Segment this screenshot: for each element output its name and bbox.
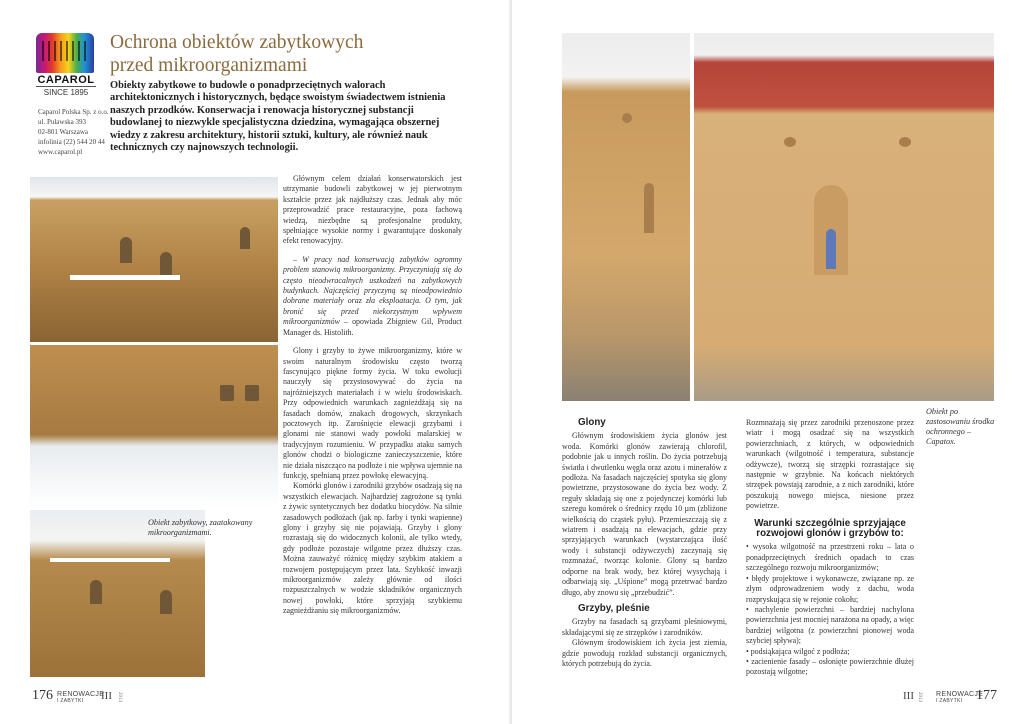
paragraph: Grzyby na fasadach są grzybami pleśniowymi, składającymi się ze strzępków i zarodników. [562,617,727,637]
quote-text: – W pracy nad konserwacją zabytków ogromny problem stanowią mikroorganizmy. Przyczyniają się do często nieodwracalnych uszkodzeń na zabytkowych budynkach. Najczęściej przyczyną są nieodpowiednio dobrane materiały oraz zła eksploatacja. O tym, jak bronić się przed niekorzystnym wpływem mikroorganizmów [283,254,462,327]
magazine-name: RENOWACJE [57,691,105,698]
issue-number-right: III [903,690,914,702]
company-contact [38,107,109,157]
list-item: • podsiąkająca wilgoć z podłoża; [746,646,850,656]
year-right: 2013 [917,692,922,702]
caparol-elephant-icon [36,33,94,73]
photo-wall-snow [30,345,278,508]
heading-conditions: Warunki szczególnie sprzyjające rozwojowi glonów i grzybów to: [754,517,906,540]
list-item: • zacienienie fasady – osłonięte powierzchnie dłużej pozostają wilgotne; [746,656,914,677]
photo-renovated-side [562,33,690,401]
article-column-1 [283,174,462,617]
caption-right: Obiekt po zastosowaniu środka ochronnego – Capatox. [926,407,995,446]
paragraph: Głównym środowiskiem ich życia jest ziemia, gdzie powodują rozkład substancji organicznych, których potrzebują do życia. [562,638,727,668]
year-left: 2013 [117,692,122,702]
article-column-3 [746,418,914,678]
paragraph: Rozmnażają się przez zarodniki przenoszone przez wiatr i mogą osadzać się na wszystkich powierzchniach, z których, w odpowiednich warunkach (wilgotność i temperatura, substancje odżywcze), tworzą się strzępki rozrastające się następnie w grzybnie. Na końcach niektórych strzępek powstają zarodnie, a z nich zarodniki, które poszukują nowego miejsca, niesione przez powietrze. [746,418,914,511]
company-website[interactable]: www.caparol.pl [38,148,83,156]
heading-glony: Glony [578,417,606,428]
magazine-sub: I ZABYTKI [936,698,963,704]
magazine-logo-left [57,691,104,705]
company-hotline: infolinia (22) 544 20 44 [38,138,105,146]
paragraph: Głównym środowiskiem życia glonów jest woda. Komórki glonów zawierają chlorofil, podobnie jak u innych roślin. Do życia potrzebują światła i dwutlenku węgla oraz azotu i minerałów z podłoża. Na fasadach najczęściej spotyka się glony powietrzne, przystosowane do życia bez wody. Z reguły składają się one z pojedynczej komórki lub szeregu komórek o średnicy rzędu 10 µm (zbliżone wielkością do cząstek pyłu). Przemieszczają się z wiatrem i osadzają na elewacjach, gdzie przy sprzyjających warunkach (wystarczająca ilość wody i substancji odżywczych) zaczynają się rozmnażać, tworząc kolonie. Glony są bardzo odporne na brak wody, bez której wysychają i odbarwiają się. „Uśpione” mogą przetrwać bardzo długo, aby znowu się „przebudzić”. [562,431,727,597]
article-title: Ochrona obiektów zabytkowych przed mikroorganizmami [110,32,364,76]
article-column-2 [562,418,727,669]
page-number-right: 177 [976,688,997,703]
list-item: • wysoka wilgotność na przestrzeni roku – lata o ponadprzeciętnych średnich opadach to czas szczególnego rozwoju mikroorganizmów; [746,542,914,573]
magazine-name: RENOWACJE [936,691,984,698]
company-city: 02-801 Warszawa [38,128,89,136]
issue-number-left: III [101,690,112,702]
company-street: ul. Puławska 393 [38,118,87,126]
heading-grzyby: Grzyby, pleśnie [578,602,650,614]
caparol-logo[interactable] [36,33,96,97]
magazine-sub: I ZABYTKI [57,698,84,704]
article-lead: Obiekty zabytkowe to budowle o ponadprzeciętnych walorach architektonicznych i historycznych, będące swoistym świadectwem istnienia naszych przodków. Konserwacja i renowacja historycznej substancji budowlanej to niezwykle specjalistyczna dziedzina, wymagająca obszernej wiedzy z zakresu architektury, historii sztuki, kultury, ale również nauk technicznych czy najnowszych technologii. [110,80,446,154]
list-item: • nachylenie powierzchni – bardziej nachylona powierzchnia jest mocniej narażona na opady, a więc bardziej wilgotna (z powierzchni pionowej woda szybciej spływa); [746,604,914,646]
page-number-left: 176 [32,688,53,703]
photo-renovated-facade [694,33,994,401]
photo-church-snow-top [30,177,278,342]
paragraph: Glony i grzyby to żywe mikroorganizmy, które w swoim naturalnym środowisku często tworzą fascynująco piękne formy życia. W toku ewolucji nauczyły się przystosowywać do życia na najróżniejszych materiałach i w wielu środowiskach. Przy odpowiednich warunkach zagnieżdżają się na fasadach domów, znakach drogowych, skrzynkach pocztowych itp. Zarośnięcie elewacji grzybami i glonami nie stanowi wady powłoki malarskiej w tradycyjnym rozumieniu. W przypadku ataku samych glonów chodzi o biologiczne zanieczyszczenie, które nie działa niszcząco na podłoże i nie wpływa ujemnie na funkcję, spełnianą przez powłokę elewacyjną. [283,346,462,480]
list-item: • błędy projektowe i wykonawcze, związane np. ze złym odprowadzeniem wody z dachu, woda rozpryskująca się w rejonie cokołu; [746,573,914,604]
brand-name: CAPAROL [37,74,95,86]
caption-left: Obiekt zabytkowy, zaatakowany mikroorganizmami. [148,518,253,537]
paragraph: Komórki glonów i zarodniki grzybów osadzają się na wszystkich elewacjach. Najbardziej zagrożone są tynki z żywic syntetycznych bez dodatku biocydów. Na silnie zasadowych podłożach (jak np. farby i tynki wapienne) glony i grzyby się nie pojawiają. Grzyby i glony rozrastają się do widocznych kolonii, ale tylko wtedy, gdy podłoże pozostaje wilgotne przez dłuższy czas. Można zauważyć różnicę między szybkim atakiem a rozwojem postępującym przez lata. Szybkość inwazji mikroorganizmów zależy głównie od ilości rozpuszczalnych w wodzie składników organicznych nowej powłoki, które sprzyjają szybkiemu zagnieżdżaniu się mikroorganizmów. [283,481,462,616]
quote-attribution: – opowiada Zbigniew Gil, Product Manager ds. Histolith. [283,317,462,337]
conditions-list [746,542,914,677]
brand-since: SINCE 1895 [36,86,96,97]
company-name: Caparol Polska Sp. z o.o. [38,108,109,116]
paragraph: Głównym celem działań konserwatorskich jest utrzymanie budowli zabytkowej w jej pierwotnym kształcie przez jak najdłuższy czas. Jednak aby móc przeprowadzić prace restauracyjne, poza fachową wiedzą, niezbędne są profesjonalne produkty, spełniające wysokie normy i gwarantujące doskonały efekt renowacyjny. [283,174,462,246]
